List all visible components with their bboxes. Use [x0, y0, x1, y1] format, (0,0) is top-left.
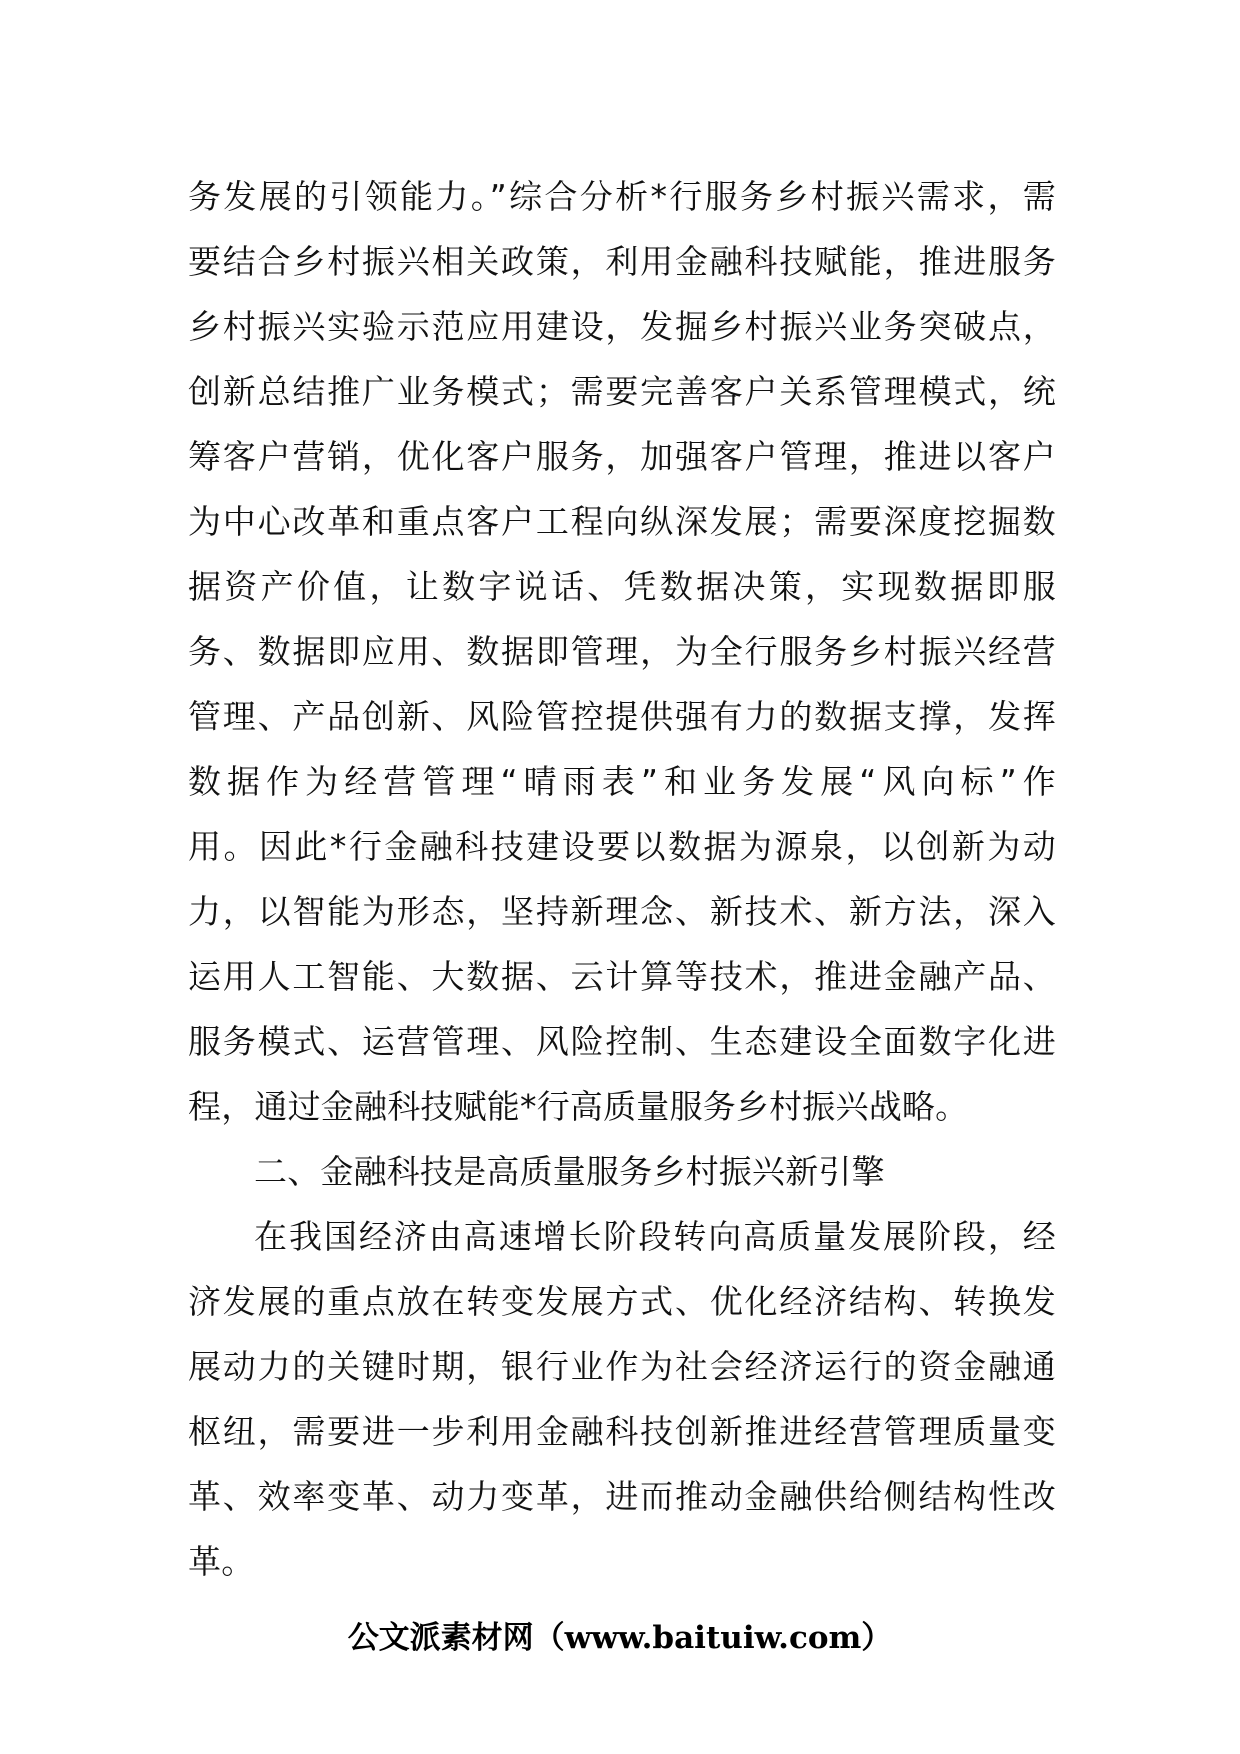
text-line: 力，以智能为形态，坚持新理念、新技术、新方法，深入: [188, 892, 1056, 931]
text-line: 服务模式、运营管理、风险控制、生态建设全面数字化进: [188, 1022, 1056, 1061]
text-line: 数据作为经营管理“晴雨表”和业务发展“风向标”作: [188, 762, 1056, 801]
text-line: 枢纽，需要进一步利用金融科技创新推进经营管理质量变: [188, 1412, 1056, 1451]
text-line: 革、效率变革、动力变革，进而推动金融供给侧结构性改: [188, 1477, 1056, 1516]
text-line: 据资产价值，让数字说话、凭数据决策，实现数据即服: [188, 567, 1056, 606]
text-line: 运用人工智能、大数据、云计算等技术，推进金融产品、: [188, 957, 1056, 996]
text-line: 用。因此*行金融科技建设要以数据为源泉，以创新为动: [188, 827, 1056, 866]
text-line: 革。: [188, 1542, 255, 1581]
text-line: 管理、产品创新、风险管控提供强有力的数据支撑，发挥: [188, 697, 1056, 736]
text-line: 要结合乡村振兴相关政策，利用金融科技赋能，推进服务: [188, 242, 1056, 281]
text-line: 乡村振兴实验示范应用建设，发掘乡村振兴业务突破点，: [188, 307, 1056, 346]
text-line: 展动力的关键时期，银行业作为社会经济运行的资金融通: [188, 1347, 1056, 1386]
text-line: 筹客户营销，优化客户服务，加强客户管理，推进以客户: [188, 437, 1056, 476]
section-heading: 二、金融科技是高质量服务乡村振兴新引擎: [254, 1152, 885, 1191]
text-line: 济发展的重点放在转变发展方式、优化经济结构、转换发: [188, 1282, 1056, 1321]
text-line: 创新总结推广业务模式；需要完善客户关系管理模式，统: [188, 372, 1056, 411]
text-line: 务、数据即应用、数据即管理，为全行服务乡村振兴经营: [188, 632, 1056, 671]
footer-watermark-text: 公文派素材网（www.baituiw.com）: [347, 1620, 893, 1656]
text-line: 为中心改革和重点客户工程向纵深发展；需要深度挖掘数: [188, 502, 1056, 541]
text-line: 在我国经济由高速增长阶段转向高质量发展阶段，经: [254, 1217, 1056, 1256]
document-body: [188, 164, 1056, 1594]
text-line: 程，通过金融科技赋能*行高质量服务乡村振兴战略。: [188, 1087, 969, 1126]
text-line: 务发展的引领能力。”综合分析*行服务乡村振兴需求，需: [188, 177, 1056, 216]
